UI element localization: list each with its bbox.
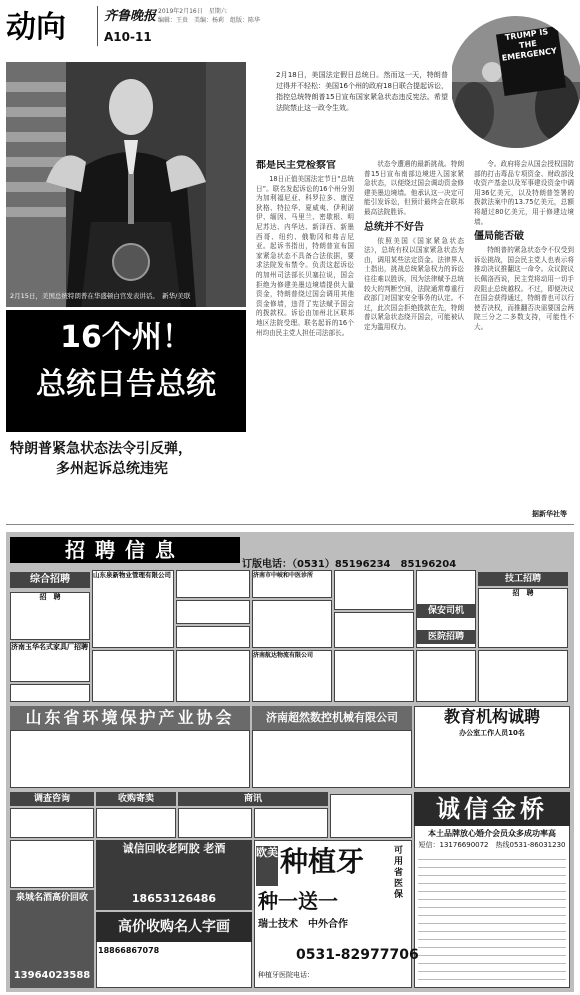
implant-left-label: 欧美 [256, 846, 278, 886]
article-column-1 [256, 160, 354, 515]
ad-business-2 [254, 808, 328, 838]
trump-photo [6, 62, 246, 307]
ad-grid-10 [92, 650, 174, 702]
recycle-phone: 18653126486 [131, 892, 217, 905]
chengxin-sub: 本土品牌放心婚介会员众多成功率高 [428, 829, 556, 838]
article-text-3b: 特朗普的紧急状态令不仅受到诉讼挑战，国会民主党人也表示将推动决议推翻这一命令。众议院议长佩洛西说，民主党将动用一切手段阻止总统越权。不过，即便决议在国会获得通过，特朗普也可以行使否决权，而推翻否决需要国会两院三分之二多数支持，可能性不大。 [474, 246, 574, 331]
recruit-phone: 订版电话：（0531）85196234 85196204 [242, 559, 457, 570]
edu-sub: 办公室工作人员10名 [459, 729, 525, 737]
subheadline-1: 特朗普紧急状态法令引反弹， [10, 441, 192, 457]
ad-tech-1-title: 招 聘 [512, 589, 534, 597]
implant-hospital: 种植牙医院电话： [258, 971, 314, 979]
recruit-banner-text: 招聘信息 [65, 538, 185, 562]
cat-security: 保安司机 [416, 604, 476, 618]
ad-general-1 [10, 592, 90, 640]
cat-tech: 技工招聘 [478, 572, 568, 586]
article-text-3: 令。政府将会从国会授权国防部的打击毒品专项资金、财政部没收资产基金以及军事建设资金中调用36亿美元，以及特朗普签署的拨款法案中的13.75亿美元，总额将超过80亿美元，用于修建边境墙。 [474, 160, 574, 226]
paper-name: 齐鲁晚报 [104, 9, 157, 24]
ad-grid-14 [416, 650, 476, 702]
ad-business-1 [178, 808, 252, 838]
article-text-2: 状态令遭遇的最新挑战。特朗普15日宣布南部边境进入国家紧急状态，以便绕过国会调动资金修建美墨边境墙。他承认这一决定可能引发诉讼，但预计最终会在联邦最高法院胜诉。 [364, 160, 464, 216]
ad-business-3 [330, 794, 412, 838]
ad-general-1-title: 招 聘 [39, 593, 61, 601]
cat-business: 商讯 [178, 792, 328, 806]
photo-caption: 2月15日，美国总统特朗普在华盛顿白宫发表讲话。 新华/美联 [10, 292, 191, 300]
ad-consult-1 [10, 808, 94, 838]
article-text-1: 18日正值美国法定节日“总统日”。联名发起诉讼的16个州分别为加利福尼亚、科罗拉多、康涅狄格、特拉华、夏威夷、伊利诺伊、缅因、马里兰、密歇根、明尼苏达、内华达、新泽西、新墨西哥、纽约、俄勒冈和弗吉尼亚。起诉书指出，特朗普宣布国家紧急状态不具备合法依据，要求法院发布禁令。负责这起诉讼的加州司法部长贝塞拉说，国会拒绝为修建美墨边境墙提供大量资金，特朗普绕过国会调用其他资金修墙，违背了宪法赋予国会的拨款权。诉讼由加州北区联邦地区法院受理。联名起诉的16个州均由民主党人担任司法部长。 [256, 175, 354, 337]
chengxin-phone: 短信：13176690072 热线0531-86031230 [418, 841, 566, 849]
recycle-title: 诚信回收老阿胶 老酒 [122, 842, 226, 855]
implant-sub: 瑞士技术 中外合作 [258, 919, 348, 930]
implant-title: 种植牙 [280, 845, 365, 878]
implant-phone: 0531-82977706 [296, 947, 419, 963]
headline-line1: 16个州！ [60, 320, 192, 355]
section-heading-2: 总统并不好告 [364, 221, 424, 233]
env-assoc-body [10, 730, 250, 788]
liquor-phone: 13964023588 [13, 970, 91, 981]
env-assoc-text: 山东省环境保护产业协会 [25, 708, 235, 727]
ad-company3-title: 济南市中岐和中医诊所 [253, 572, 314, 579]
implant-promo: 种一送一 [258, 889, 338, 913]
ad-company4-title: 济南航达物流有限公司 [253, 652, 314, 659]
liquor-title: 泉城名酒高价回收 [15, 893, 88, 903]
ad-grid-11 [176, 650, 250, 702]
section-heading-3: 僵局能否破 [474, 231, 524, 243]
cat-medical: 医院招聘 [416, 630, 476, 644]
article-column-2 [364, 160, 464, 515]
cat-general: 综合招聘 [10, 572, 90, 588]
ad-company2-title: 济南玉华名式家具厂招聘 [11, 643, 88, 651]
cat-consult: 调查咨询 [10, 792, 94, 806]
chengxin-list [418, 852, 566, 984]
ad-grid-3 [176, 600, 250, 624]
section-heading-1: 都是民主党检察官 [256, 160, 336, 171]
edu-title: 教育机构诚聘 [443, 707, 540, 726]
ad-company1-title: 山东泉新物业管理有限公司 [93, 571, 171, 579]
ads-divider [6, 524, 574, 525]
page-number: A10-11 [104, 30, 152, 44]
headline-line2: 总统日告总统 [36, 367, 216, 402]
masthead-divider [97, 6, 98, 46]
cat-finance: 收购寄卖 [96, 792, 176, 806]
cnc-text: 济南超然数控机械有限公司 [266, 711, 398, 724]
ad-grid-8 [334, 612, 414, 648]
ad-grid-4 [176, 626, 250, 648]
ad-company2 [10, 642, 90, 682]
calligraphy-title: 高价收购名人字画 [118, 919, 230, 935]
ad-company1 [92, 570, 174, 648]
chengxin-title: 诚信金桥 [436, 795, 548, 823]
ad-general-3 [10, 684, 90, 702]
ad-consult-2 [10, 840, 94, 888]
ad-tech-2 [478, 650, 568, 702]
editors: 编辑：王贵 美编：杨莉 组版：陈华 [158, 17, 261, 24]
issue-date: 2019年2月16日 星期六 [158, 8, 227, 15]
ad-company4 [252, 650, 332, 702]
calligraphy-phone: 18866867078 [98, 946, 160, 955]
ad-grid-2 [176, 570, 250, 598]
article-credit: 据新华社等 [532, 510, 567, 518]
ad-grid-13 [334, 650, 414, 702]
protest-sign-text: TRUMP IS THE EMERGENCY [501, 27, 558, 63]
implant-insurance: 可用省医保 [394, 846, 404, 900]
ad-tech-1 [478, 588, 568, 648]
article-text-2b: 依照美国《国家紧急状态法》，总统有权以国家紧急状态为由，调用某些法定资金。法律界人士指出，挑战总统紧急权力的诉讼往往难以胜诉，因为法律赋予总统较大的判断空间，法院通常尊重行政部门对国家安全事务的认定。不过，此次国会拒绝拨款在先，特朗普以紧急状态绕开国会，可能被认定为滥用权力。 [364, 236, 464, 331]
lead-paragraph: 2月18日，美国法定假日总统日。然而这一天，特朗普过得并不轻松：美国16个州的政府18日联合提起诉讼，指控总统特朗普15日宣布国家紧急状态违反宪法。希望法院禁止这一政令生效。 [276, 71, 448, 112]
ad-grid-6 [252, 600, 332, 648]
section-title: 动向 [6, 10, 66, 45]
article-column-3 [474, 160, 574, 505]
cnc-body [252, 730, 412, 788]
subheadline-2: 多州起诉总统违宪 [56, 461, 168, 477]
ad-grid-7 [334, 570, 414, 610]
ad-company3 [252, 570, 332, 598]
ad-finance-1 [96, 808, 176, 838]
